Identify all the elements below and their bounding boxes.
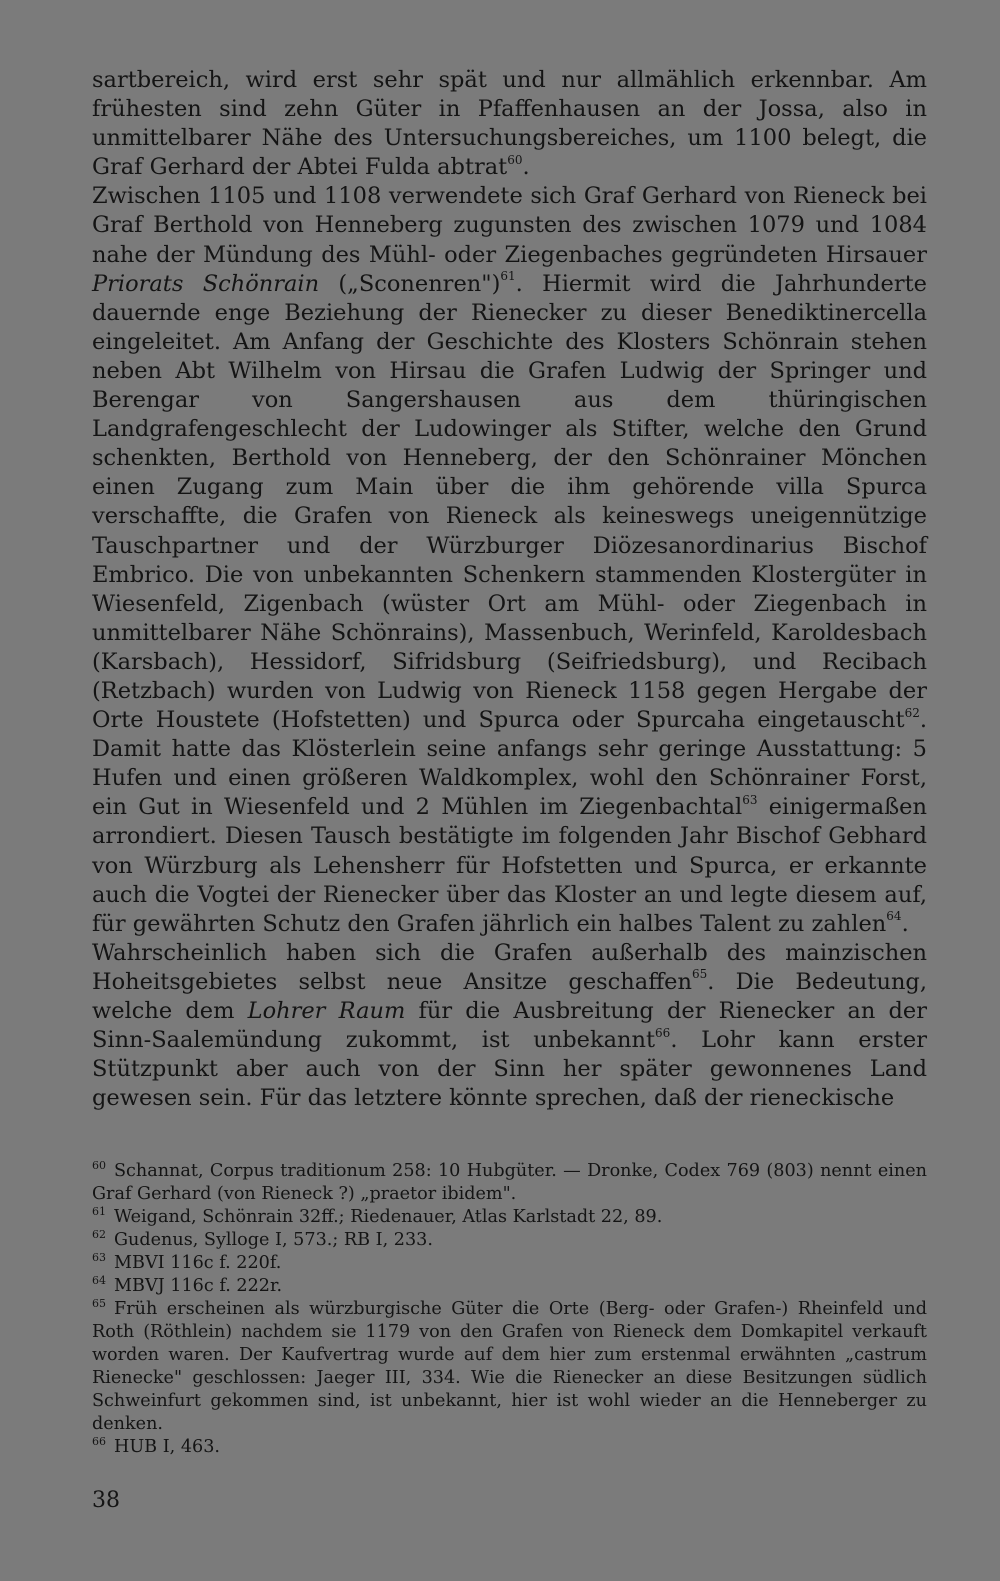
footnote: [92, 1275, 927, 1298]
footnote-number: 64: [92, 1274, 106, 1288]
footnote-text: Früh erscheinen als würzburgische Güter die Orte (Berg- oder Grafen-) Rheinfeld und Roth (Röthlein) nachdem sie 1179 von den Grafen von Rieneck dem Domkapitel verkauft worden waren. Der Kaufvertrag wurde auf dem hier zum erstenmal erwähnten „castrum Rienecke" geschlossen: Jaeger III, 334. Wie die Rienecker an diese Besitzungen südlich Schweinfurt gekommen sind, ist unbekannt, hier ist wohl wieder an die Henneberger zu denken.: [92, 1299, 927, 1434]
footnote-text: MBVJ 116c f. 222r.: [114, 1276, 283, 1296]
footnote: [92, 1160, 927, 1206]
footnote-text: HUB I, 463.: [114, 1437, 221, 1457]
text-run: . Die Bedeutung, welche dem: [92, 968, 927, 1024]
footnote-ref: 62: [904, 705, 920, 720]
text-run: . Lohr kann erster Stützpunkt aber auch von der Sinn her später gewonnenes Land gewesen sein. Für das letztere könnte sprechen, daß der rieneckische: [92, 1027, 927, 1112]
page-content: [92, 66, 927, 1113]
footnote-ref: 60: [507, 152, 523, 167]
footnote-ref: 61: [500, 269, 516, 284]
page-number: 38: [92, 1488, 120, 1513]
text-run: . Damit hatte das Klösterlein seine anfangs sehr geringe Ausstattung: 5 Hufen und einen größeren Waldkomplex, wohl den Schönrainer Forst, ein Gut in Wiesenfeld und 2 Mühlen im Ziegenbachtal: [92, 707, 927, 821]
footnote: [92, 1229, 927, 1252]
footnotes: [92, 1160, 927, 1459]
footnote: [92, 1252, 927, 1275]
paragraph: [92, 182, 927, 938]
footnote-ref: 64: [886, 909, 902, 924]
footnote-number: 65: [92, 1297, 106, 1311]
text-run: („Sconenren"): [319, 270, 501, 297]
footnote-ref: 63: [742, 792, 758, 807]
text-run: Wahrscheinlich haben sich die Grafen außerhalb des mainzischen Hoheitsgebietes selbst neue Ansitze geschaffen: [92, 939, 927, 995]
footnote: [92, 1436, 927, 1459]
body-text: [92, 66, 927, 1113]
text-run: Zwischen 1105 und 1108 verwendete sich Graf Gerhard von Rieneck bei Graf Berthold von Henneberg zugunsten des zwischen 1079 und 1084 nahe der Mündung des Mühl- oder Ziegenbaches gegründeten Hirsauer: [92, 183, 927, 268]
footnote-text: Weigand, Schönrain 32ff.; Riedenauer, Atlas Karlstadt 22, 89.: [114, 1207, 663, 1227]
footnote-text: MBVI 116c f. 220f.: [114, 1253, 282, 1273]
paragraph: [92, 939, 927, 1114]
footnote-ref: 66: [655, 1025, 671, 1040]
text-run: . Hiermit wird die Jahrhunderte dauernde enge Beziehung der Rienecker zu dieser Benediktinercella eingeleitet. Am Anfang der Geschichte des Klosters Schönrain stehen neben Abt Wilhelm von Hirsau die Grafen Ludwig der Springer und Berengar von Sangershausen aus dem thüringischen Landgrafengeschlecht der Ludowinger als Stifter, welche den Grund schenkten, Berthold von Henneberg, der den Schönrainer Mönchen einen Zugang zum Main über die ihm gehörende villa Spurca verschaffte, die Grafen von Rieneck als keineswegs uneigennützige Tauschpartner und der Würzburger Diözesanordinarius Bischof Embrico. Die von unbekannten Schenkern stammenden Klostergüter in Wiesenfeld, Zigenbach (wüster Ort am Mühl- oder Ziegenbach in unmittelbarer Nähe Schönrains), Massenbuch, Werinfeld, Karoldesbach (Karsbach), Hessidorf, Sifridsburg (Seifriedsburg), und Recibach (Retzbach) wurden von Ludwig von Rieneck 1158 gegen Hergabe der Orte Houstete (Hofstetten) und Spurca oder Spurcaha eingetauscht: [92, 270, 927, 734]
text-run: für die Ausbreitung der Rienecker an der Sinn-Saalemündung zukommt, ist unbekannt: [92, 998, 927, 1054]
footnote-text: Gudenus, Sylloge I, 573.; RB I, 233.: [114, 1230, 433, 1250]
text-run: .: [901, 910, 909, 937]
footnote-number: 61: [92, 1205, 106, 1219]
footnote-text: Schannat, Corpus traditionum 258: 10 Hubgüter. — Dronke, Codex 769 (803) nennt einen Graf Gerhard (von Rieneck ?) „praetor ibidem".: [92, 1161, 927, 1204]
footnote-ref: 65: [691, 967, 708, 982]
text-run: sartbereich, wird erst sehr spät und nur allmählich erkennbar. Am frühesten sind zehn Güter in Pfaffenhausen an der Jossa, also in unmittelbarer Nähe des Untersuchungsbereiches, um 1100 belegt, die Graf Gerhard der Abtei Fulda abtrat: [92, 67, 927, 181]
text-run: .: [522, 154, 530, 181]
footnote-number: 63: [92, 1251, 106, 1265]
footnote-number: 62: [92, 1228, 106, 1242]
text-run: einigermaßen arrondiert. Diesen Tausch bestätigte im folgenden Jahr Bischof Gebhard von Würzburg als Lehensherr für Hofstetten und Spurca, er erkannte auch die Vogtei der Rienecker über das Kloster an und legte diesem auf, für gewährten Schutz den Grafen jährlich ein halbes Talent zu zahlen: [92, 794, 927, 937]
footnote: [92, 1206, 927, 1229]
emphasized-text: Priorats Schönrain: [92, 270, 320, 297]
footnote-number: 60: [92, 1159, 106, 1173]
paragraph: [92, 66, 927, 182]
footnote-number: 66: [92, 1435, 106, 1449]
emphasized-text: Lohrer Raum: [247, 998, 406, 1024]
footnote: [92, 1298, 927, 1436]
